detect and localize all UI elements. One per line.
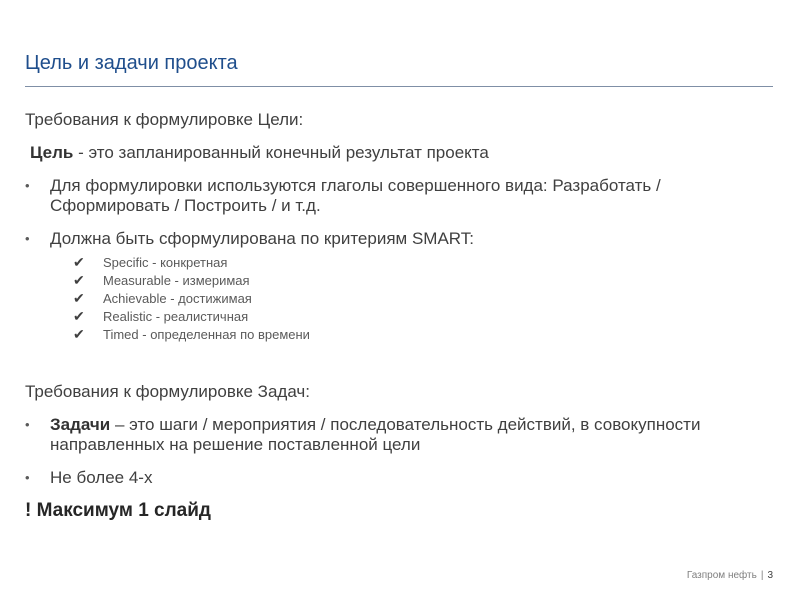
bullet-dot-icon: • (25, 178, 30, 193)
section-spacer (25, 343, 780, 382)
slide-title: Цель и задачи проекта (25, 52, 238, 74)
slide-footer (687, 570, 773, 581)
smart-criterion-label: Timed - определенная по времени (103, 326, 310, 342)
title-divider (25, 86, 773, 87)
smart-criterion-specific (73, 253, 780, 271)
check-mark-icon: ✔ (73, 289, 85, 306)
smart-criteria-list (73, 253, 780, 343)
goal-bullet-smart-text: Должна быть сформулирована по критериям SMART: (50, 229, 474, 248)
bullet-dot-icon: • (25, 417, 30, 432)
smart-criterion-measurable (73, 271, 780, 289)
smart-criterion-realistic (73, 307, 780, 325)
goal-definition-term: Цель (30, 143, 74, 162)
check-mark-icon: ✔ (73, 325, 85, 342)
smart-criterion-label: Specific - конкретная (103, 254, 228, 270)
check-mark-icon: ✔ (73, 253, 85, 270)
smart-criterion-label: Realistic - реалистичная (103, 308, 249, 324)
tasks-definition-term: Задачи (50, 415, 111, 434)
page-number: 3 (767, 570, 773, 581)
footer-separator: | (760, 570, 764, 581)
bullet-dot-icon: • (25, 231, 30, 246)
slide-content (25, 110, 780, 521)
bullet-dot-icon: • (25, 470, 30, 485)
smart-criterion-label: Achievable - достижимая (103, 290, 252, 306)
footer-company: Газпром нефть (686, 570, 757, 581)
check-mark-icon: ✔ (73, 307, 85, 324)
tasks-definition-body: – это шаги / мероприятия / последовательность действий, в совокупности направленных на решение поставленной цели (50, 415, 701, 454)
tasks-bullet-definition (25, 415, 780, 455)
goal-bullet-smart (25, 229, 780, 249)
goal-definition (25, 143, 780, 163)
tasks-bullet-definition-text (50, 415, 780, 455)
smart-criterion-achievable (73, 289, 780, 307)
tasks-bullet-limit (25, 468, 780, 488)
goal-definition-text: - это запланированный конечный результат проекта (73, 143, 489, 162)
goal-bullet-verbs-text: Для формулировки используются глаголы совершенного вида: Разработать / Сформировать / Построить / и т.д. (50, 176, 661, 215)
goal-requirements-heading: Требования к формулировке Цели: (25, 110, 304, 129)
check-mark-icon: ✔ (73, 271, 85, 288)
tasks-bullet-limit-text: Не более 4-х (50, 468, 153, 487)
smart-criterion-label: Measurable - измеримая (103, 272, 250, 288)
smart-criterion-timed (73, 325, 780, 343)
max-one-slide-note: ! Максимум 1 слайд (25, 500, 211, 521)
goal-bullet-verbs (25, 176, 780, 216)
tasks-requirements-heading: Требования к формулировке Задач: (25, 382, 310, 401)
